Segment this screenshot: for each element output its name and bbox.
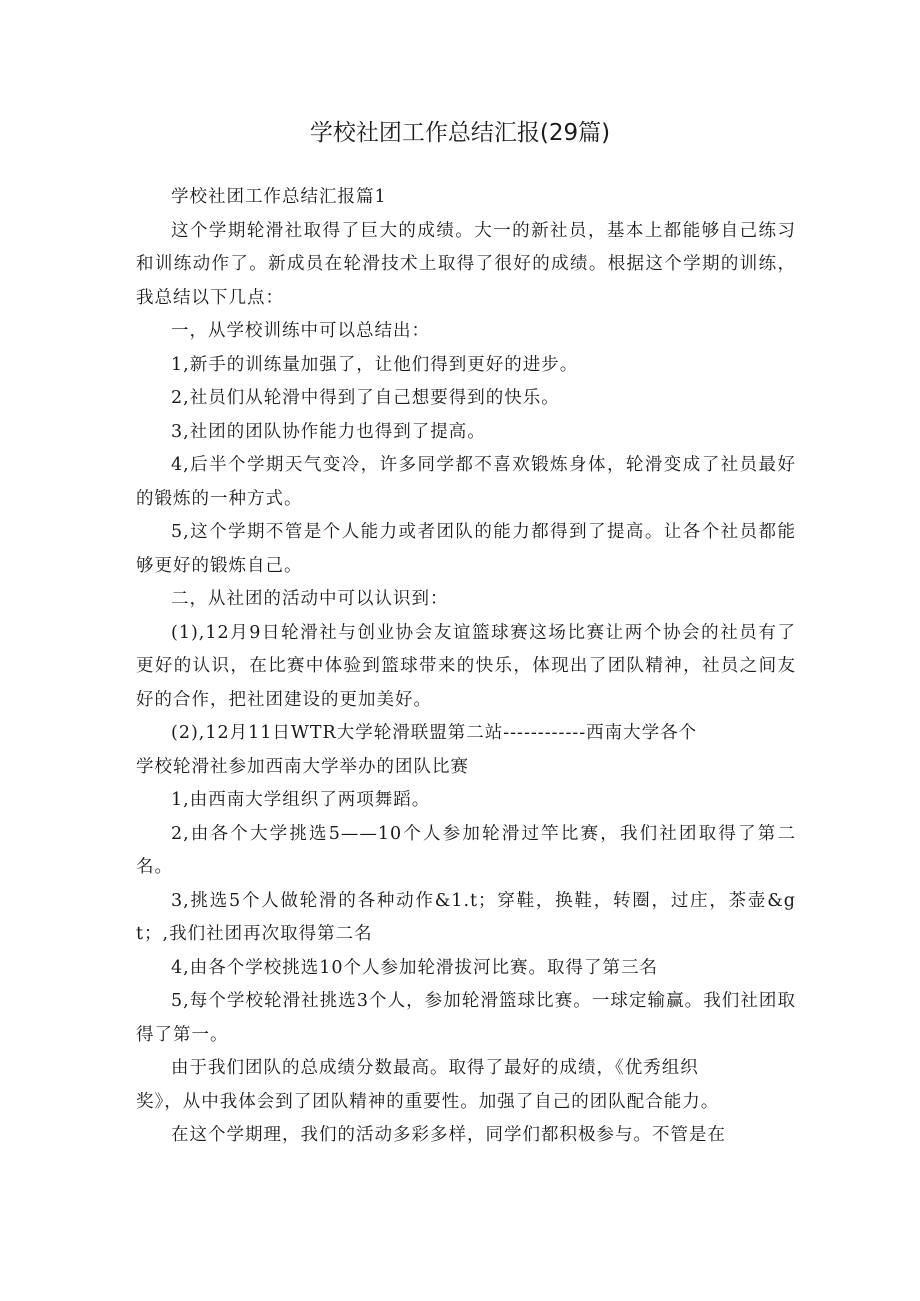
section-heading: 学校社团工作总结汇报篇1 — [171, 187, 387, 207]
list-item: 1,新手的训练量加强了，让他们得到更好的进步。 — [171, 354, 579, 375]
list-item: 3,社团的团队协作能力也得到了提高。 — [171, 421, 486, 442]
document-title: 学校社团工作总结汇报(29篇) — [309, 120, 611, 146]
paragraph: 由于我们团队的总成绩分数最高。取得了最好的成绩，《优秀组织 — [171, 1058, 699, 1078]
list-item: 1,由西南大学组织了两项舞蹈。 — [171, 790, 431, 810]
paragraph-continuation: 学校轮滑社参加西南大学举办的团队比赛 — [136, 756, 469, 777]
paragraph: 二，从社团的活动中可以认识到： — [171, 589, 449, 609]
paragraph-continuation: 奖》，从中我体会到了团队精神的重要性。加强了自己的团队配合能力。 — [136, 1091, 720, 1112]
list-item: 2,由各个大学挑选5——10个人参加轮滑过竿比赛，我们社团取得了第二名。 — [136, 823, 796, 877]
paragraph: 这个学期轮滑社取得了巨大的成绩。大一的新社员，基本上都能够自己练习和训练动作了。新成员在轮滑技术上取得了很好的成绩。根据这个学期的训练，我总结以下几点： — [136, 220, 796, 308]
list-item: 4,后半个学期天气变冷，许多同学都不喜欢锻炼身体，轮滑变成了社员最好的锻炼的一种方式。 — [136, 455, 796, 509]
paragraph: (1),12月9日轮滑社与创业协会友谊篮球赛这场比赛让两个协会的社员有了更好的认识，在比赛中体验到篮球带来的快乐，体现出了团队精神，社员之间友好的合作，把社团建设的更加美好。 — [136, 622, 796, 710]
paragraph: 一，从学校训练中可以总结出： — [171, 321, 430, 341]
list-item: 3,挑选5个人做轮滑的各种动作&1.t；穿鞋，换鞋，转圈，过庄，茶壶&gt；,我们社团再次取得第二名 — [136, 890, 796, 944]
list-item: 4,由各个学校挑选10个人参加轮滑拔河比赛。取得了第三名 — [171, 957, 658, 978]
list-item: 5,这个学期不管是个人能力或者团队的能力都得到了提高。让各个社员都能够更好的锻炼自己。 — [136, 522, 796, 576]
paragraph: 在这个学期理，我们的活动多彩多样，同学们都积极参与。不管是在 — [171, 1125, 726, 1145]
document-body — [136, 181, 796, 1153]
list-item: 2,社员们从轮滑中得到了自己想要得到的快乐。 — [171, 388, 560, 408]
paragraph: (2),12月11日WTR大学轮滑联盟第二站------------西南大学各个 — [171, 723, 698, 743]
list-item: 5,每个学校轮滑社挑选3个人，参加轮滑篮球比赛。一球定输赢。我们社团取得了第一。 — [136, 991, 796, 1045]
